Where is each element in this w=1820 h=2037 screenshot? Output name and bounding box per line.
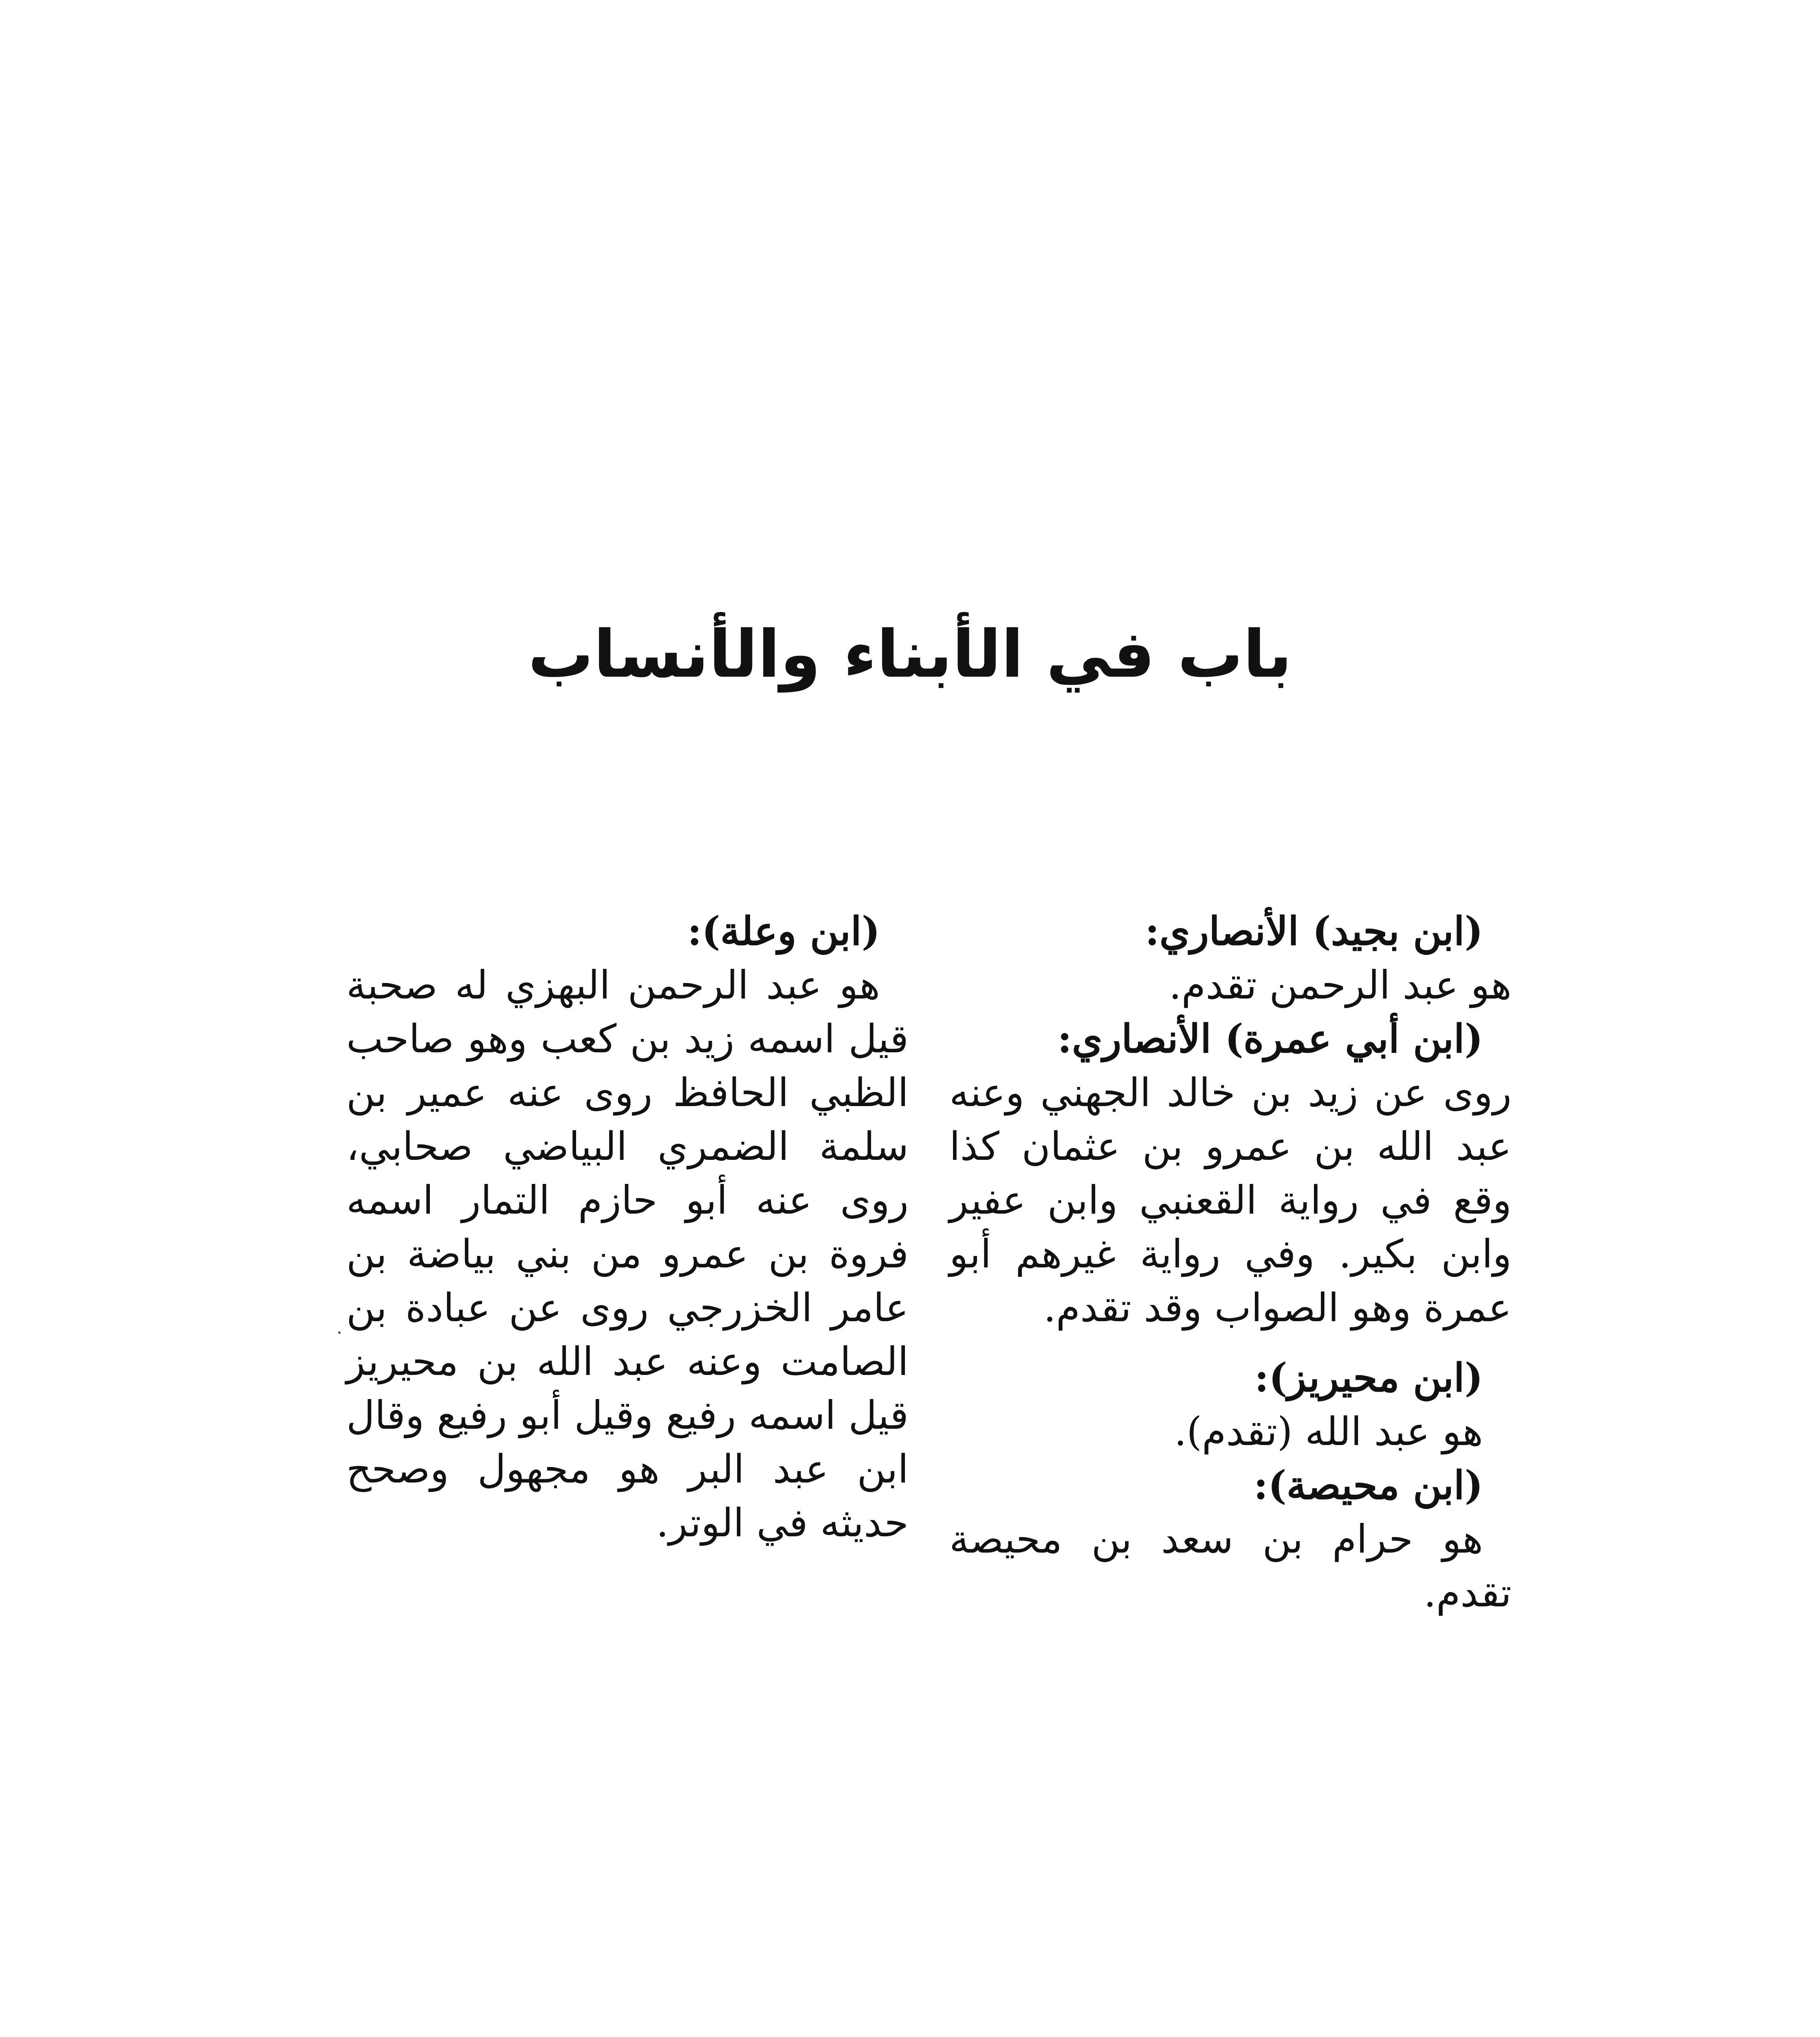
entry-heading-ibn-abi-amra: (ابن أبي عمرة) الأنصاري: (1057, 1016, 1483, 1062)
entry-heading-ibn-bujaid: (ابن بجيد) الأنصاري: (1145, 908, 1483, 954)
page-title: باب في الأبناء والأنساب (528, 616, 1292, 692)
entry-body-ibn-bujaid: هو عبد الرحمن تقدم. (1169, 962, 1512, 1008)
scan-speck (338, 1331, 341, 1334)
entry-heading-ibn-muhaysa: (ابن محيصة): (1253, 1462, 1483, 1508)
entry-heading-ibn-wala: (ابن وعلة): (687, 908, 880, 954)
entry-body-ibn-wala: هو عبد الرحمن البهزي له صحبة قيل اسمه زيد بن كعب وهو صاحب الظبي الحافظ روى عنه عمير بن سلمة الضمري البياضي صحابي، روى عنه أبو حازم التمار اسمه فروة بن عمرو من بني بياضة بن عامر الخزرجي روى عن عبادة بن الصامت وعنه عبد الله بن محيريز قيل اسمه رفيع وقيل أبو رفيع وقال ابن عبد البر هو مجهول وصحح حديثه في الوتر. (346, 962, 909, 1546)
entry-body-ibn-muhaysa: هو حرام بن سعد بن محيصة تقدم. (949, 1516, 1512, 1616)
entry-body-ibn-muhairiz: هو عبد الله (تقدم). (1174, 1409, 1483, 1454)
entry-heading-ibn-muhairiz: (ابن محيريز): (1254, 1355, 1483, 1401)
right-column (949, 904, 1512, 1620)
entry-body-ibn-abi-amra: روى عن زيد بن خالد الجهني وعنه عبد الله بن عمرو بن عثمان كذا وقع في رواية القعنبي وابن عفير وابن بكير. وفي رواية غيرهم أبو عمرة وهو الصواب وقد تقدم. (949, 1070, 1512, 1331)
left-column (346, 904, 909, 1550)
